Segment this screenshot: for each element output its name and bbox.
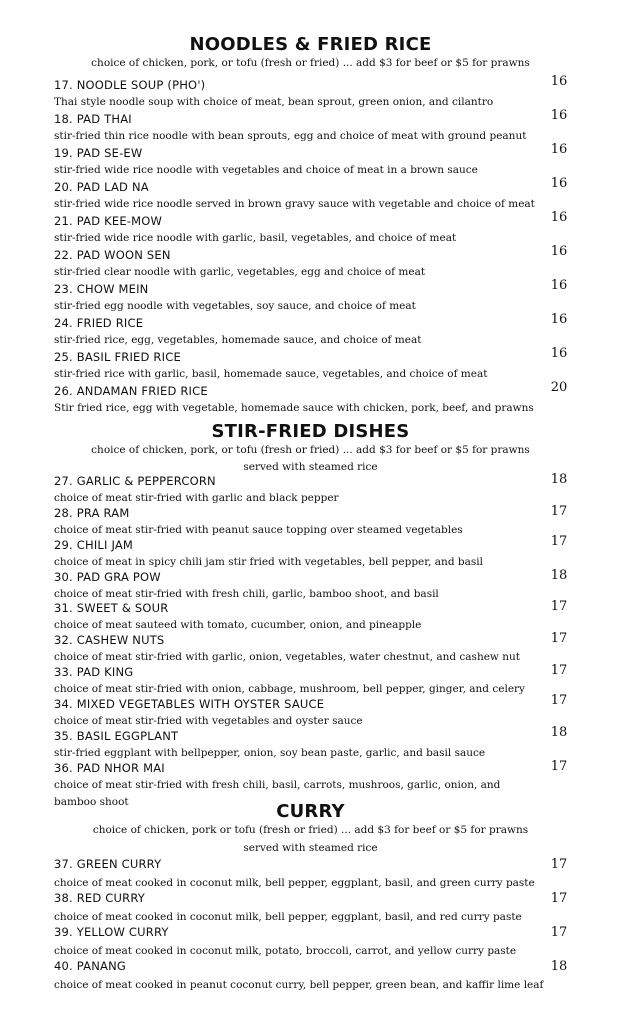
- menu-item-desc: choice of meat cooked in coconut milk, bell pepper, eggplant, basil, and red curry paste: [54, 911, 522, 923]
- menu-item-desc: choice of meat stir-fried with onion, cabbage, mushroom, bell pepper, ginger, and celery: [54, 683, 525, 695]
- section-note-stirfried: choice of chicken, pork, or tofu (fresh or fried) ... add $3 for beef or $5 for prawns: [91, 444, 530, 456]
- menu-item-name: 19. PAD SE-EW: [54, 146, 143, 160]
- menu-item-desc: Thai style noodle soup with choice of meat, bean sprout, green onion, and cilantro: [54, 96, 494, 108]
- section-note-noodles: choice of chicken, pork, or tofu (fresh or fried) ... add $3 for beef or $5 for prawns: [91, 57, 530, 69]
- menu-item-name: 34. MIXED VEGETABLES WITH OYSTER SAUCE: [54, 697, 325, 711]
- menu-item-name: 28. PRA RAM: [54, 506, 130, 520]
- section-note2-stirfried: served with steamed rice: [243, 461, 378, 473]
- menu-item-name: 20. PAD LAD NA: [54, 180, 149, 194]
- menu-item-desc: stir-fried egg noodle with vegetables, soy sauce, and choice of meat: [54, 300, 416, 312]
- menu-item-price: 17: [550, 599, 568, 614]
- menu-item-name: 24. FRIED RICE: [54, 316, 144, 330]
- menu-item-price: 16: [550, 210, 568, 225]
- menu-item-desc: stir-fried rice with garlic, basil, homemade sauce, vegetables, and choice of meat: [54, 368, 488, 380]
- menu-item-name: 35. BASIL EGGPLANT: [54, 729, 179, 743]
- menu-item-price: 18: [550, 472, 568, 487]
- menu-item-price: 16: [550, 176, 568, 191]
- menu-item-price: 17: [550, 534, 568, 549]
- menu-item-price: 16: [550, 108, 568, 123]
- menu-item-desc: choice of meat stir-fried with fresh chili, garlic, bamboo shoot, and basil: [54, 588, 439, 600]
- menu-item-name: 32. CASHEW NUTS: [54, 633, 165, 647]
- menu-item-name: 31. SWEET & SOUR: [54, 601, 169, 615]
- menu-item-name: 18. PAD THAI: [54, 112, 132, 126]
- menu-item-desc: choice of meat stir-fried with fresh chili, basil, carrots, mushroos, garlic, onion, and bamboo shoot: [54, 779, 501, 808]
- menu-item-price: 16: [550, 74, 568, 89]
- menu-item-desc: choice of meat cooked in coconut milk, potato, broccoli, carrot, and yellow curry paste: [54, 945, 517, 957]
- menu-item-desc: choice of meat cooked in coconut milk, bell pepper, eggplant, basil, and green curry paste: [54, 877, 535, 889]
- menu-item-desc: stir-fried clear noodle with garlic, vegetables, egg and choice of meat: [54, 266, 426, 278]
- menu-item-name: 26. ANDAMAN FRIED RICE: [54, 384, 208, 398]
- section-title-stirfried: STIR-FRIED DISHES: [211, 421, 410, 442]
- menu-item-price: 17: [550, 925, 568, 940]
- menu-item-name: 23. CHOW MEIN: [54, 282, 149, 296]
- menu-item-desc: stir-fried thin rice noodle with bean sprouts, egg and choice of meat with ground peanut: [54, 130, 527, 142]
- section-note-curry: choice of chicken, pork or tofu (fresh or fried) ... add $3 for beef or $5 for prawns: [92, 824, 529, 836]
- menu-item-desc: choice of meat cooked in peanut coconut curry, bell pepper, green bean, and kaffir lime leaf: [54, 979, 544, 991]
- menu-item-name: 33. PAD KING: [54, 665, 134, 679]
- menu-item-name: 25. BASIL FRIED RICE: [54, 350, 181, 364]
- menu-item-price: 16: [550, 278, 568, 293]
- menu-item-desc: choice of meat stir-fried with garlic, onion, vegetables, water chestnut, and cashew nut: [54, 651, 520, 663]
- menu-item-desc: stir-fried wide rice noodle served in brown gravy sauce with vegetable and choice of meat: [54, 198, 535, 210]
- menu-item-price: 17: [550, 504, 568, 519]
- menu-item-desc: Stir fried rice, egg with vegetable, homemade sauce with chicken, pork, beef, and prawns: [54, 402, 534, 414]
- menu-item-name: 40. PANANG: [54, 959, 126, 973]
- menu-item-price: 18: [550, 725, 568, 740]
- menu-item-desc: stir-fried eggplant with bellpepper, onion, soy bean paste, garlic, and basil sauce: [54, 747, 486, 759]
- section-note2-curry: served with steamed rice: [243, 842, 378, 854]
- menu-item-name: 39. YELLOW CURRY: [54, 925, 169, 939]
- section-title-curry: CURRY: [276, 801, 345, 822]
- menu-item-price: 17: [550, 631, 568, 646]
- menu-item-name: 17. NOODLE SOUP (PHO'): [54, 78, 206, 92]
- menu-item-desc: stir-fried rice, egg, vegetables, homemade sauce, and choice of meat: [54, 334, 422, 346]
- menu-item-name: 21. PAD KEE-MOW: [54, 214, 163, 228]
- menu-item-name: 27. GARLIC & PEPPERCORN: [54, 474, 216, 488]
- menu-item-price: 17: [550, 693, 568, 708]
- menu-item-price: 16: [550, 312, 568, 327]
- menu-item-price: 20: [550, 380, 568, 395]
- menu-item-name: 29. CHILI JAM: [54, 538, 134, 552]
- menu-item-price: 17: [550, 891, 568, 906]
- menu-item-price: 16: [550, 346, 568, 361]
- menu-item-price: 16: [550, 244, 568, 259]
- menu-item-desc: choice of meat in spicy chili jam stir fried with vegetables, bell pepper, and basil: [54, 556, 483, 568]
- menu-item-price: 17: [550, 857, 568, 872]
- menu-item-desc: choice of meat sauteed with tomato, cucumber, onion, and pineapple: [54, 619, 422, 631]
- menu-item-desc: choice of meat stir-fried with vegetables and oyster sauce: [54, 715, 363, 727]
- menu-item-desc: stir-fried wide rice noodle with garlic, basil, vegetables, and choice of meat: [54, 232, 457, 244]
- menu-item-name: 37. GREEN CURRY: [54, 857, 162, 871]
- menu-item-desc: choice of meat stir-fried with garlic and black pepper: [54, 492, 339, 504]
- menu-item-name: 30. PAD GRA POW: [54, 570, 161, 584]
- section-title-noodles: NOODLES & FRIED RICE: [189, 34, 432, 55]
- menu-item-price: 17: [550, 663, 568, 678]
- menu-item-price: 16: [550, 142, 568, 157]
- menu-item-name: 38. RED CURRY: [54, 891, 146, 905]
- menu-item-name: 36. PAD NHOR MAI: [54, 761, 165, 775]
- menu-item-name: 22. PAD WOON SEN: [54, 248, 171, 262]
- menu-item-price: 18: [550, 959, 568, 974]
- menu-item-price: 17: [550, 759, 568, 774]
- menu-item-desc: choice of meat stir-fried with peanut sauce topping over steamed vegetables: [54, 524, 463, 536]
- menu-item-price: 18: [550, 568, 568, 583]
- menu-item-desc: stir-fried wide rice noodle with vegetables and choice of meat in a brown sauce: [54, 164, 478, 176]
